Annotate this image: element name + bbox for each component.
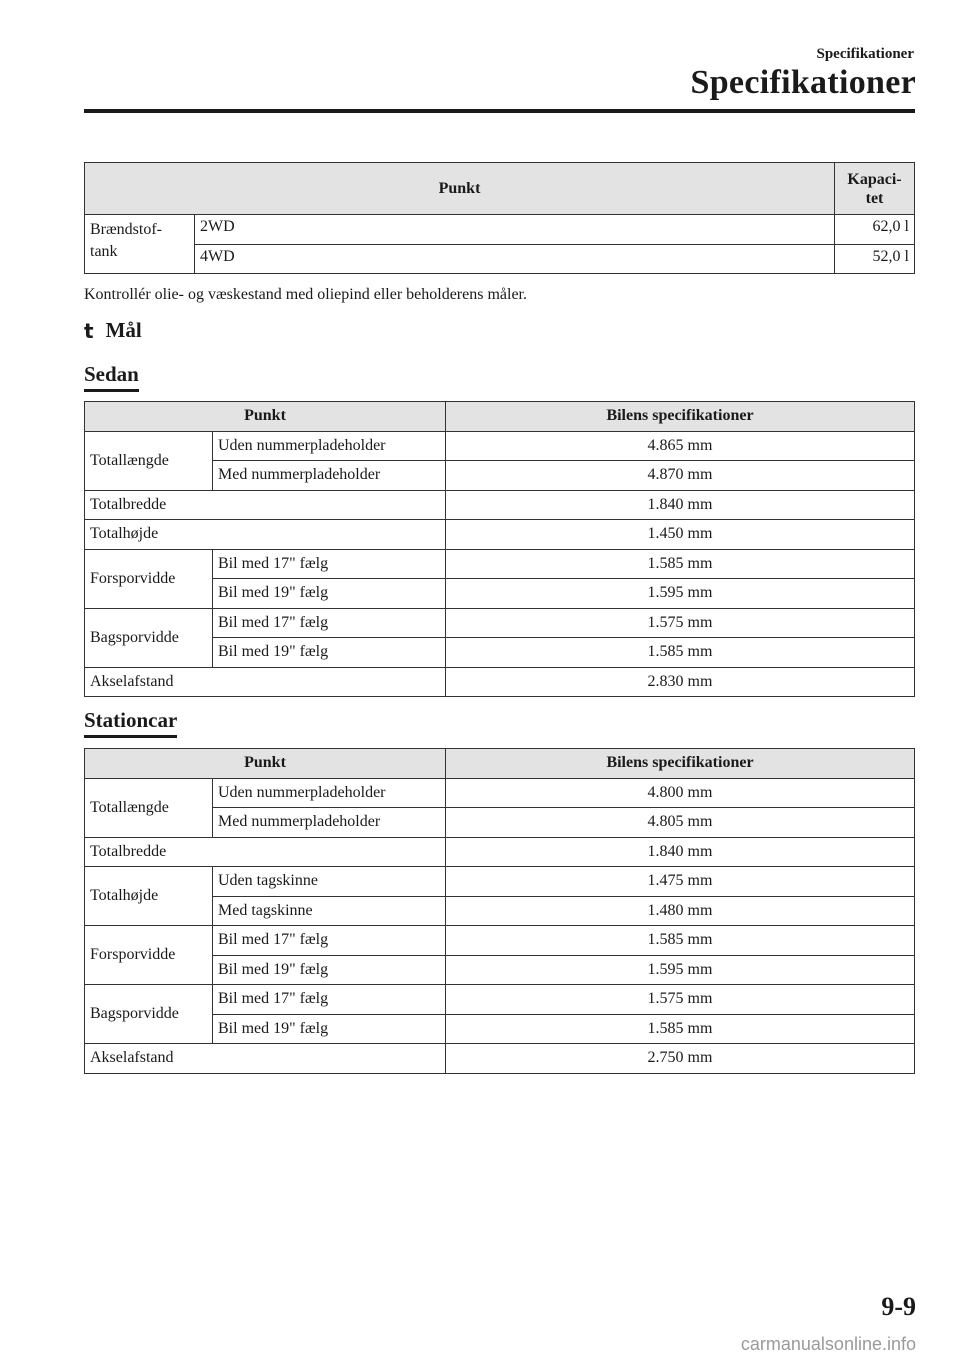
value-cell: 2.750 mm [446, 1044, 915, 1074]
row-label: Akselafstand [85, 667, 446, 697]
table-row [85, 985, 915, 1015]
row-label: Akselafstand [85, 1044, 446, 1074]
row-label: Totallængde [85, 431, 213, 490]
table-row [85, 1044, 915, 1074]
header-rule [84, 109, 915, 113]
capacity-cell: 62,0 l [835, 215, 915, 245]
value-cell: 1.840 mm [446, 490, 915, 520]
value-cell: 1.585 mm [446, 638, 915, 668]
row-sublabel: Med nummerpladeholder [213, 808, 446, 838]
value-cell: 1.595 mm [446, 579, 915, 609]
row-label: Totalhøjde [85, 867, 213, 926]
note-text: Kontrollér olie- og væskestand med oliepind eller beholderens måler. [84, 286, 527, 303]
table-row [85, 778, 915, 808]
sedan-heading: Sedan [84, 362, 139, 392]
chapter-title: Specifikationer [690, 64, 916, 101]
value-cell: 1.575 mm [446, 608, 915, 638]
header-item: Punkt [85, 163, 835, 215]
value-cell: 1.480 mm [446, 896, 915, 926]
stationcar-heading: Stationcar [84, 708, 177, 738]
row-label: Bagsporvidde [85, 608, 213, 667]
table-row [85, 215, 915, 245]
table-row [85, 608, 915, 638]
value-cell: 4.870 mm [446, 461, 915, 491]
table-row [85, 431, 915, 461]
value-cell: 1.475 mm [446, 867, 915, 897]
row-label: Bagsporvidde [85, 985, 213, 1044]
section-title: Mål [105, 318, 142, 342]
value-cell: 1.575 mm [446, 985, 915, 1015]
table-header-row [85, 749, 915, 779]
row-sublabel: Bil med 19" fælg [213, 638, 446, 668]
watermark-text: carmanualsonline.info [740, 1334, 916, 1354]
header-spec: Bilens specifikationer [446, 749, 915, 779]
stationcar-dimensions-table [84, 748, 915, 1074]
sedan-dimensions-table [84, 401, 915, 697]
table-row [85, 520, 915, 550]
row-sublabel: Med tagskinne [213, 896, 446, 926]
header-capacity: Kapaci- tet [835, 163, 915, 215]
row-sublabel: Bil med 19" fælg [213, 579, 446, 609]
row-sublabel: Uden tagskinne [213, 867, 446, 897]
row-sublabel: Med nummerpladeholder [213, 461, 446, 491]
row-sublabel: Uden nummerpladeholder [213, 431, 446, 461]
value-cell: 4.800 mm [446, 778, 915, 808]
table-row [85, 490, 915, 520]
row-sublabel: Bil med 19" fælg [213, 955, 446, 985]
variant-cell: 4WD [195, 244, 835, 274]
row-label: Forsporvidde [85, 549, 213, 608]
row-label: Totalbredde [85, 490, 446, 520]
row-sublabel: Bil med 17" fælg [213, 608, 446, 638]
value-cell: 1.585 mm [446, 926, 915, 956]
table-row [85, 926, 915, 956]
page-number: 9-9 [881, 1292, 916, 1321]
row-label: Forsporvidde [85, 926, 213, 985]
row-sublabel: Uden nummerpladeholder [213, 778, 446, 808]
table-header-row [85, 402, 915, 432]
header-item: Punkt [85, 402, 446, 432]
row-label: Totallængde [85, 778, 213, 837]
fuel-tank-label: Brændstof- tank [85, 215, 195, 274]
table-row [85, 667, 915, 697]
table-row [85, 867, 915, 897]
value-cell: 4.865 mm [446, 431, 915, 461]
row-sublabel: Bil med 19" fælg [213, 1014, 446, 1044]
row-sublabel: Bil med 17" fælg [213, 926, 446, 956]
value-cell: 2.830 mm [446, 667, 915, 697]
value-cell: 1.840 mm [446, 837, 915, 867]
table-row [85, 244, 915, 274]
value-cell: 1.450 mm [446, 520, 915, 550]
table-row [85, 837, 915, 867]
row-label: Totalbredde [85, 837, 446, 867]
table-row [85, 549, 915, 579]
table-header-row [85, 163, 915, 215]
value-cell: 4.805 mm [446, 808, 915, 838]
row-sublabel: Bil med 17" fælg [213, 985, 446, 1015]
value-cell: 1.585 mm [446, 1014, 915, 1044]
header-item: Punkt [85, 749, 446, 779]
variant-cell: 2WD [195, 215, 835, 245]
value-cell: 1.585 mm [446, 549, 915, 579]
fuel-capacity-table [84, 162, 915, 274]
row-sublabel: Bil med 17" fælg [213, 549, 446, 579]
value-cell: 1.595 mm [446, 955, 915, 985]
section-marker-icon: t [84, 318, 94, 343]
chapter-title-small: Specifikationer [816, 46, 914, 62]
capacity-cell: 52,0 l [835, 244, 915, 274]
section-heading [84, 318, 142, 343]
row-label: Totalhøjde [85, 520, 446, 550]
header-spec: Bilens specifikationer [446, 402, 915, 432]
